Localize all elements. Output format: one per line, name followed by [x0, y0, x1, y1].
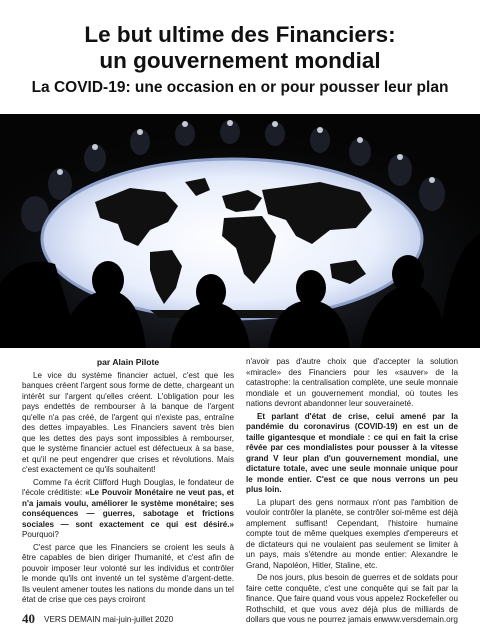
byline: par Alain Pilote: [96, 357, 160, 367]
article-column-right: [246, 357, 458, 628]
title-line-1: Le but ultime des Financiers:: [84, 22, 396, 47]
paragraph: C'est parce que les Financiers se croient les seuls à être capables de bien diriger l'humanité, et c'est afin de pouvoir imposer leur volonté sur les individus et contrôler le monde qu'ils ont inventé un tel système d'argent-dette. Ils veulent amener toutes les nations du monde dans un tel état de crise que ces pays croiront: [22, 542, 234, 604]
paragraph: Le vice du système financier actuel, c'est que les banques créent l'argent sous forme de dette, chargeant un intérêt sur l'argent qu'elles créent. L'obligation pour les pays endettés de rembourser à la banque de l'argent qu'elle n'a pas créé, de l'argent qui n'existe pas, entraîne des dettes impayables. Les Financiers savent très bien que les dettes des pays sont impossibles à rembourser, que le système financier actuel est défectueux à sa base, et qu'il ne peut engendrer que crises et révolutions. Mais c'est exactement ce qu'ils souhaitent!: [22, 370, 234, 474]
header-photo: [0, 114, 480, 348]
paragraph: n'avoir pas d'autre choix que d'accepter la solution «miracle» des Financiers pour les «sauver» de la catastrophe: la centralisation complète, une seule monnaie mondiale et un gouvernement mondial, où toutes les nations devront abandonner leur souveraineté.: [246, 357, 458, 408]
publication-info: VERS DEMAIN mai-juin-juillet 2020: [44, 615, 174, 624]
paragraph-outro: Pourquoi?: [22, 530, 59, 539]
website-link[interactable]: www.versdemain.org: [382, 615, 458, 624]
world-table-illustration: [0, 114, 480, 348]
article-column-left: [22, 357, 234, 608]
page-footer: [22, 611, 458, 628]
paragraph-douglas-quote: [22, 478, 234, 541]
article-subtitle: La COVID-19: une occasion en or pour pousser leur plan: [31, 79, 449, 96]
article-title: [0, 22, 480, 74]
douglas-quote: «Le Pouvoir Monétaire ne veut pas, et n'a jamais voulu, améliorer le système monétaire; ses conséquences — guerres, sabotage et frictions sociales — sont exactement ce qui est désiré.»: [22, 488, 235, 529]
paragraph: De nos jours, plus besoin de guerres et de soldats pour faire cette conquête, c'est une conquête qui se fait par la finance. Que faire quand vous vous appelez Rockefeller ou Rothschild, et que vous avez déjà plus de milliards de dollars que vous ne pourrez jamais en: [246, 573, 458, 624]
paragraph-bold: Et parlant d'état de crise, celui amené par la pandémie du coronavirus (COVID-19) en est un de taille gigantesque et mondiale : ce qui en fait la crise rêvée par ces mondialistes pour pousser à la vitesse grand V leur plan d'un gouvernement mondial, une dictature totale, avec une seule monnaie unique pour le monde entier. C'est ce que nous verrons un peu plus loin.: [246, 411, 458, 494]
paragraph-intro: Comme l'a écrit Clifford Hugh Douglas, le fondateur de l'école créditiste:: [22, 477, 234, 497]
title-line-2: un gouvernement mondial: [99, 48, 381, 73]
paragraph: La plupart des gens normaux n'ont pas l'ambition de vouloir contrôler la planète, se contrôler soi-même est déjà amplement suffisant! Cependant, l'histoire humaine compte tout de même quelques exemples d'empereurs et de dictateurs qui ne voulaient pas seulement se limiter à un pays, mais s'étendre au monde entier: Alexandre le Grand, Napoléon, Hitler, Staline, etc.: [246, 497, 458, 570]
page-number: 40: [22, 611, 35, 626]
